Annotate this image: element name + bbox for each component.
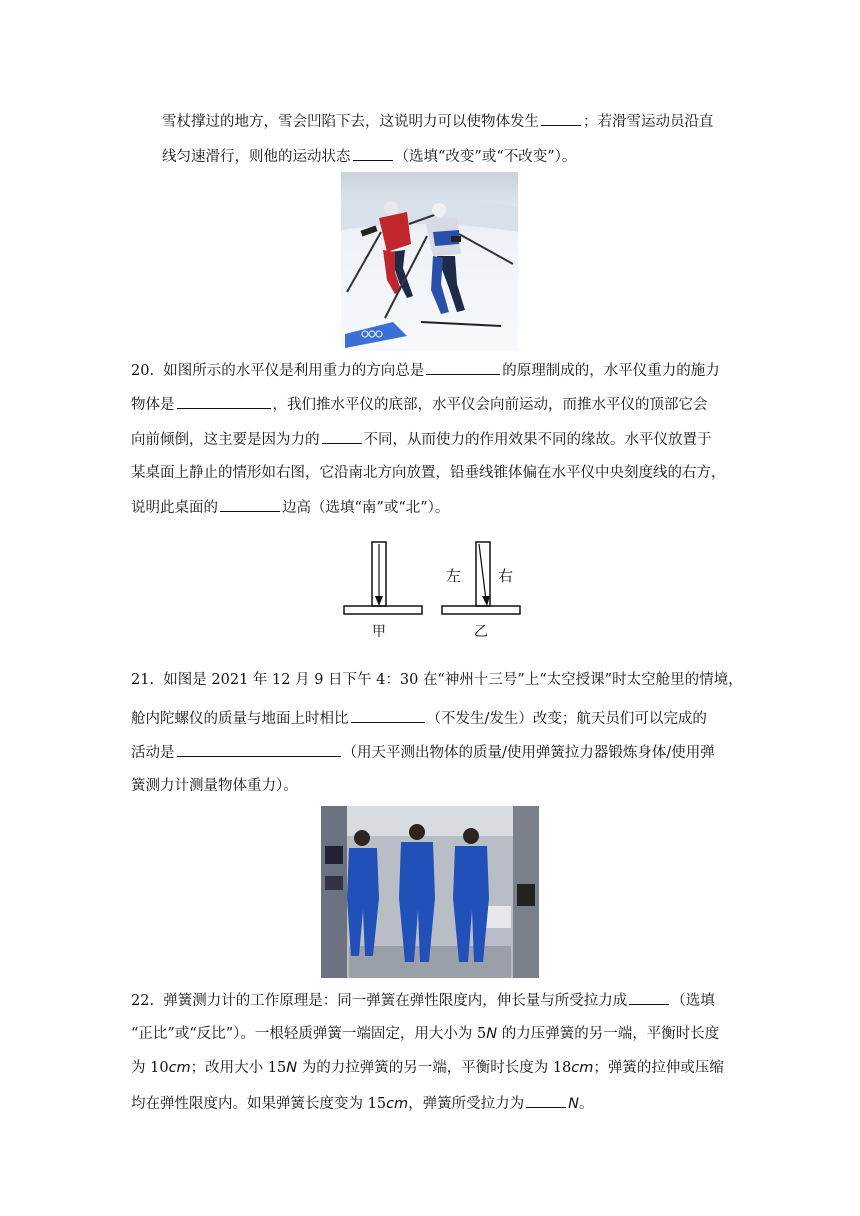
answer-blank[interactable] xyxy=(322,429,362,444)
q20-line3: 向前倾倒，这主要是因为力的 不同，从而使力的作用效果不同的缘故。水平仪放置于 xyxy=(131,429,712,450)
space-station-photo xyxy=(321,806,539,978)
answer-blank[interactable] xyxy=(220,497,280,512)
answer-blank[interactable] xyxy=(351,708,425,723)
figure-label-left: 甲 xyxy=(372,624,386,640)
answer-blank[interactable] xyxy=(353,146,393,161)
q22-line1: 22. 弹簧测力计的工作原理是：同一弹簧在弹性限度内，伸长量与所受拉力成 （选填 xyxy=(131,990,715,1011)
q20-line5: 说明此桌面的 边高（选填“南”或“北”）。 xyxy=(131,497,449,518)
q22-line2: “正比”或“反比”）。一根轻质弹簧一端固定，用大小为 5N 的力压弹簧的另一端，平衡时长度 xyxy=(131,1026,720,1042)
answer-blank[interactable] xyxy=(526,1093,566,1108)
q20-line4: 某桌面上静止的情形如右图，它沿南北方向放置，铅垂线锥体偏在水平仪中央刻度线的右方， xyxy=(131,465,726,481)
answer-blank[interactable] xyxy=(177,394,271,409)
side-label-right: 右 xyxy=(498,567,514,585)
answer-blank[interactable] xyxy=(177,742,341,757)
q21-line4: 簧测力计测量物体重力）。 xyxy=(131,778,298,794)
q21-line3: 活动是 （用天平测出物体的质量/使用弹簧拉力器锻炼身体/使用弹 xyxy=(131,742,715,763)
answer-blank[interactable] xyxy=(426,360,500,375)
figure-label-right: 乙 xyxy=(474,624,488,640)
level-diagram xyxy=(340,540,524,644)
q21-line1: 21. 如图是 2021 年 12 月 9 日下午 4：30 在“神州十三号”上“太空授课”时太空舱里的情境， xyxy=(131,672,743,688)
q19-line2: 线匀速滑行，则他的运动状态 （选填“改变”或“不改变”）。 xyxy=(162,146,576,167)
side-label-left: 左 xyxy=(446,567,462,585)
q20-line2: 物体是 ，我们推水平仪的底部，水平仪会向前运动，而推水平仪的顶部它会 xyxy=(131,394,708,415)
answer-blank[interactable] xyxy=(629,990,669,1005)
answer-blank[interactable] xyxy=(541,111,581,126)
q22-line4: 均在弹性限度内。如果弹簧长度变为 15cm，弹簧所受拉力为 N。 xyxy=(131,1093,594,1114)
skiing-photo xyxy=(341,172,518,351)
q21-line2: 舱内陀螺仪的质量与地面上时相比 （不发生/发生）改变；航天员们可以完成的 xyxy=(131,708,707,729)
q22-line3: 为 10cm；改用大小 15N 为的力拉弹簧的另一端，平衡时长度为 18cm；弹簧的拉伸或压缩 xyxy=(131,1060,724,1076)
q19-line1: 雪杖撑过的地方，雪会凹陷下去，这说明力可以使物体发生 ；若滑雪运动员沿直 xyxy=(162,111,714,132)
q20-line1: 20. 如图所示的水平仪是利用重力的方向总是 的原理制成的，水平仪重力的施力 xyxy=(131,360,720,381)
